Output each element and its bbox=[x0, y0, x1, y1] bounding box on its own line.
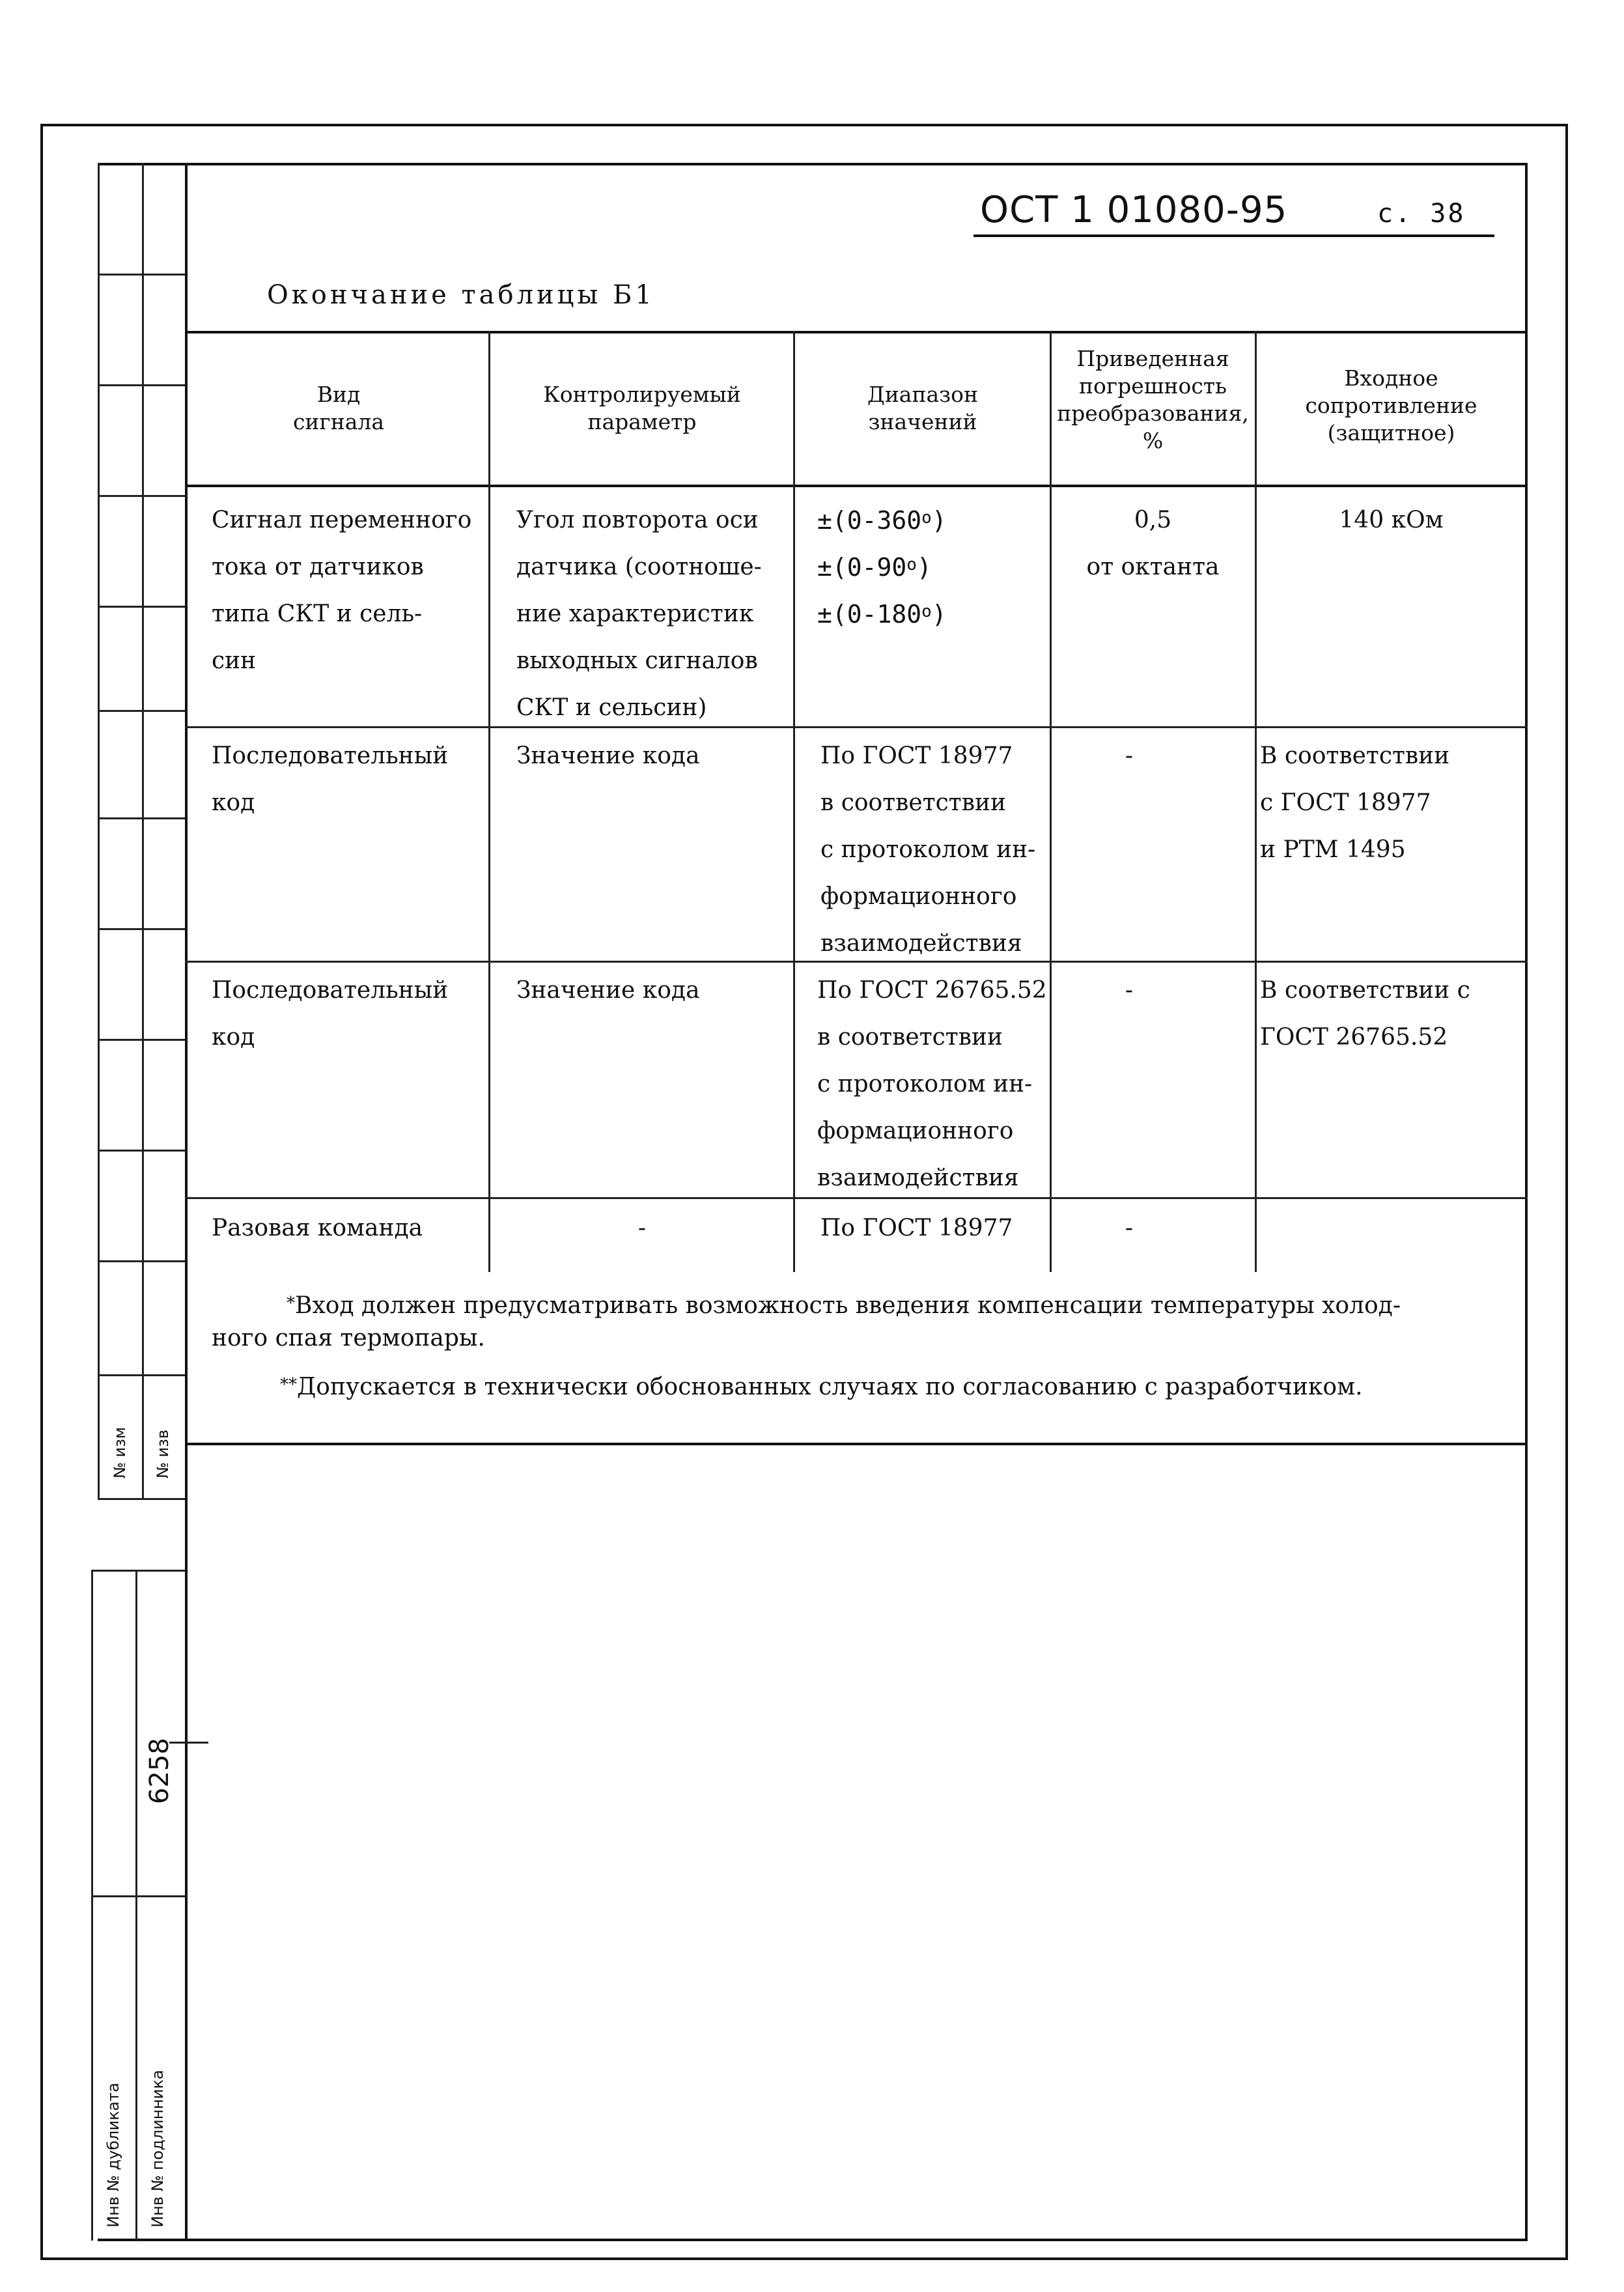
table-row-2-range: По ГОСТ 18977 в соответствии с протоколом ин- формационного взаимодействия bbox=[820, 743, 1036, 957]
footnote-1-line-2: ного спая термопары. bbox=[212, 1325, 485, 1351]
margin-izv-label: № изв bbox=[154, 1429, 172, 1478]
margin-line-1 bbox=[98, 163, 100, 1498]
col-divider bbox=[793, 331, 795, 1272]
col-divider bbox=[1050, 331, 1052, 1272]
margin-block-divider bbox=[91, 1895, 185, 1897]
margin-cell-line bbox=[98, 606, 185, 608]
margin-izm-label: № изм bbox=[111, 1426, 129, 1478]
table-row-2-resistance: В соответствии с ГОСТ 18977 и РТМ 1495 bbox=[1260, 743, 1450, 863]
table-header-rule bbox=[185, 485, 1528, 487]
margin-block-mid bbox=[135, 1570, 137, 2241]
margin-cell-line bbox=[98, 1260, 185, 1262]
margin-inv-duplicate-label: Инв № дубликата bbox=[104, 2082, 122, 2228]
margin-cell-line bbox=[98, 1498, 185, 1500]
page-number: с. 38 bbox=[1377, 199, 1466, 229]
table-row-4-range: По ГОСТ 18977 bbox=[820, 1215, 1013, 1241]
table-row-1-resistance: 140 кОм bbox=[1339, 507, 1444, 533]
table-row-1-error: 0,5 от октанта bbox=[1086, 507, 1220, 580]
table-top-rule bbox=[185, 331, 1528, 333]
frame-left bbox=[40, 124, 43, 2260]
margin-block-left bbox=[91, 1570, 93, 2241]
inner-frame-right bbox=[1525, 163, 1528, 2241]
margin-cell-line bbox=[98, 384, 185, 386]
margin-cell-line bbox=[98, 817, 185, 819]
table-row-4-error: - bbox=[1125, 1215, 1134, 1241]
footnote-1-line-1: *Вход должен предусматривать возможность введения компенсации температуры холод- bbox=[287, 1292, 1401, 1319]
margin-line-2 bbox=[142, 163, 144, 1498]
inner-frame-bottom bbox=[98, 2239, 1528, 2241]
table-caption: Окончание таблицы Б1 bbox=[267, 280, 655, 310]
margin-block-top bbox=[91, 1570, 185, 1572]
frame-right bbox=[1565, 124, 1568, 2260]
column-header-parameter: Контролируемый параметр bbox=[543, 382, 741, 434]
table-row-2-signal: Последовательный код bbox=[212, 743, 449, 816]
footnote-2: **Допускается в технически обоснованных случаях по согласованию с разработчиком. bbox=[280, 1374, 1363, 1400]
table-row-3-signal: Последовательный код bbox=[212, 977, 449, 1051]
col-divider bbox=[1255, 331, 1257, 1272]
document-code: ОСТ 1 01080-95 bbox=[980, 189, 1288, 231]
column-header-resistance: Входное сопротивление (защитное) bbox=[1305, 365, 1477, 446]
margin-number-tick bbox=[169, 1742, 208, 1744]
table-row-3-parameter: Значение кода bbox=[516, 977, 700, 1004]
margin-cell-line bbox=[98, 495, 185, 497]
margin-cell-line bbox=[98, 1374, 185, 1376]
table-row-3-error: - bbox=[1125, 977, 1134, 1004]
table-row-1-range: $\pm(0-360^о)$ $\pm(0-90^о)$ $\pm(0-180^о)$ bbox=[817, 506, 947, 629]
margin-cell-line bbox=[98, 928, 185, 930]
margin-cell-line bbox=[98, 1150, 185, 1152]
row-divider bbox=[185, 726, 1528, 728]
inner-frame-top bbox=[98, 163, 1528, 165]
frame-bottom bbox=[40, 2257, 1568, 2260]
table-row-3-range: По ГОСТ 26765.52 в соответствии с протоколом ин- формационного взаимодействия bbox=[817, 977, 1047, 1191]
table-row-2-parameter: Значение кода bbox=[516, 743, 700, 769]
column-header-signal-type: Вид сигнала bbox=[292, 382, 385, 434]
inner-frame-left bbox=[185, 163, 188, 2241]
table-row-1-parameter: Угол повторота оси датчика (соотноше- ние характеристик выходных сигналов СКТ и сельсин) bbox=[516, 507, 762, 721]
margin-cell-line bbox=[98, 274, 185, 276]
table-row-3-resistance: В соответствии с ГОСТ 26765.52 bbox=[1260, 977, 1470, 1051]
column-header-range: Диапазон значений bbox=[867, 382, 979, 434]
table-row-4-parameter: - bbox=[637, 1215, 647, 1241]
table-row-1-signal: Сигнал переменного тока от датчиков типа СКТ и сель- син bbox=[212, 507, 472, 674]
margin-cell-line bbox=[98, 1039, 185, 1041]
table-row-4-signal: Разовая команда bbox=[212, 1215, 423, 1241]
margin-inventory-number: 6258 bbox=[145, 1738, 175, 1804]
margin-cell-line bbox=[98, 710, 185, 712]
header-underline bbox=[973, 234, 1494, 237]
margin-inv-original-label: Инв № подлинника bbox=[148, 2069, 167, 2228]
col-divider bbox=[488, 331, 490, 1272]
footnotes-bottom-rule bbox=[185, 1443, 1528, 1445]
table-row-2-error: - bbox=[1125, 743, 1134, 769]
column-header-error: Приведенная погрешность преобразования, % bbox=[1057, 346, 1249, 453]
frame-top bbox=[40, 124, 1568, 126]
